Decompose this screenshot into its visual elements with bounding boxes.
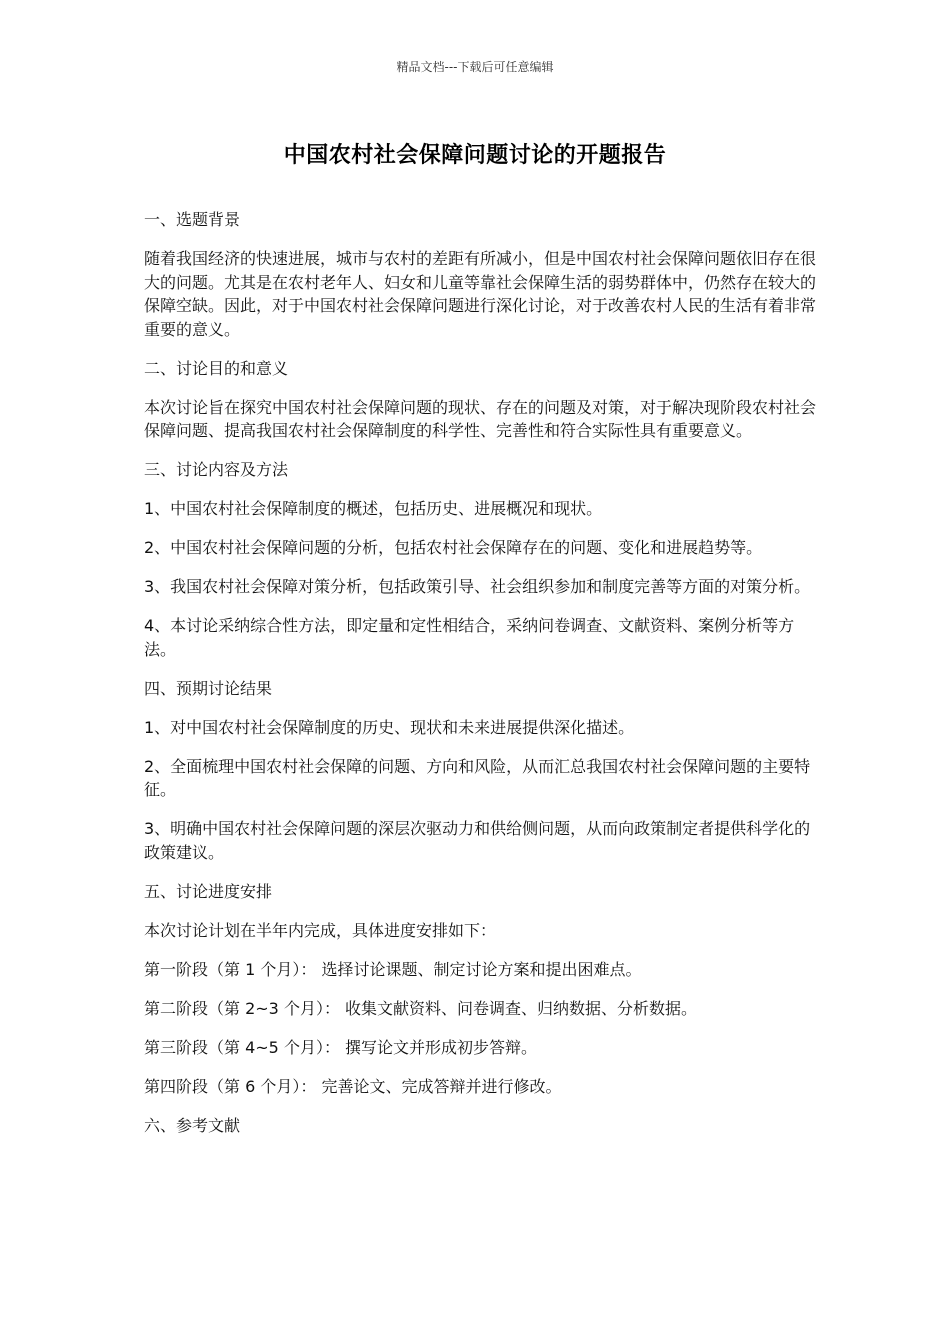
schedule-stage-2: 第二阶段（第 2~3 个月）： 收集文献资料、问卷调查、归纳数据、分析数据。 xyxy=(144,998,698,1018)
section-heading-purpose: 二、讨论目的和意义 xyxy=(144,358,289,378)
list-item-content-4: 4、本讨论采纳综合性方法，即定量和定性相结合，采纳问卷调查、文献资料、案例分析等方法。 xyxy=(144,616,795,659)
section-heading-background: 一、选题背景 xyxy=(144,210,241,229)
list-item-content-2: 2、中国农村社会保障问题的分析，包括农村社会保障存在的问题、变化和进展趋势等。 xyxy=(144,538,763,557)
section-heading-schedule: 五、讨论进度安排 xyxy=(144,881,273,901)
schedule-stage-4: 第四阶段（第 6 个月）： 完善论文、完成答辩并进行修改。 xyxy=(144,1076,562,1096)
list-item-result-1: 1、对中国农村社会保障制度的历史、现状和未来进展提供深化描述。 xyxy=(144,717,635,737)
paragraph-background: 随着我国经济的快速进展，城市与农村的差距有所减小，但是中国农村社会保障问题依旧存在很大的问题。尤其是在农村老年人、妇女和儿童等靠社会保障生活的弱势群体中，仍然存在较大的保障空缺。因此，对于中国农村社会保障问题进行深化讨论，对于改善农村人民的生活有着非常重要的意义。 xyxy=(144,249,817,339)
schedule-stage-3: 第三阶段（第 4~5 个月）： 撰写论文并形成初步答辩。 xyxy=(144,1037,538,1057)
list-item-content-3: 3、我国农村社会保障对策分析，包括政策引导、社会组织参加和制度完善等方面的对策分析。 xyxy=(144,577,811,596)
document-body xyxy=(144,208,824,1153)
section-heading-content-method: 三、讨论内容及方法 xyxy=(144,460,289,479)
document-title: 中国农村社会保障问题讨论的开题报告 xyxy=(283,143,667,168)
section-heading-references: 六、参考文献 xyxy=(144,1115,241,1135)
list-item-content-1: 1、中国农村社会保障制度的概述，包括历史、进展概况和现状。 xyxy=(144,499,603,518)
section-heading-expected-results: 四、预期讨论结果 xyxy=(144,678,273,698)
paragraph-purpose: 本次讨论旨在探究中国农村社会保障问题的现状、存在的问题及对策，对于解决现阶段农村社会保障问题、提高我国农村社会保障制度的科学性、完善性和符合实际性具有重要意义。 xyxy=(144,397,817,440)
page-header: 精品文档---下载后可任意编辑 xyxy=(396,60,554,74)
list-item-result-2: 2、全面梳理中国农村社会保障的问题、方向和风险，从而汇总我国农村社会保障问题的主要特征。 xyxy=(144,756,811,799)
schedule-stage-1: 第一阶段（第 1 个月）： 选择讨论课题、制定讨论方案和提出困难点。 xyxy=(144,959,642,979)
list-item-result-3: 3、明确中国农村社会保障问题的深层次驱动力和供给侧问题，从而向政策制定者提供科学化的政策建议。 xyxy=(144,819,811,862)
paragraph-schedule-intro: 本次讨论计划在半年内完成，具体进度安排如下： xyxy=(144,920,497,940)
